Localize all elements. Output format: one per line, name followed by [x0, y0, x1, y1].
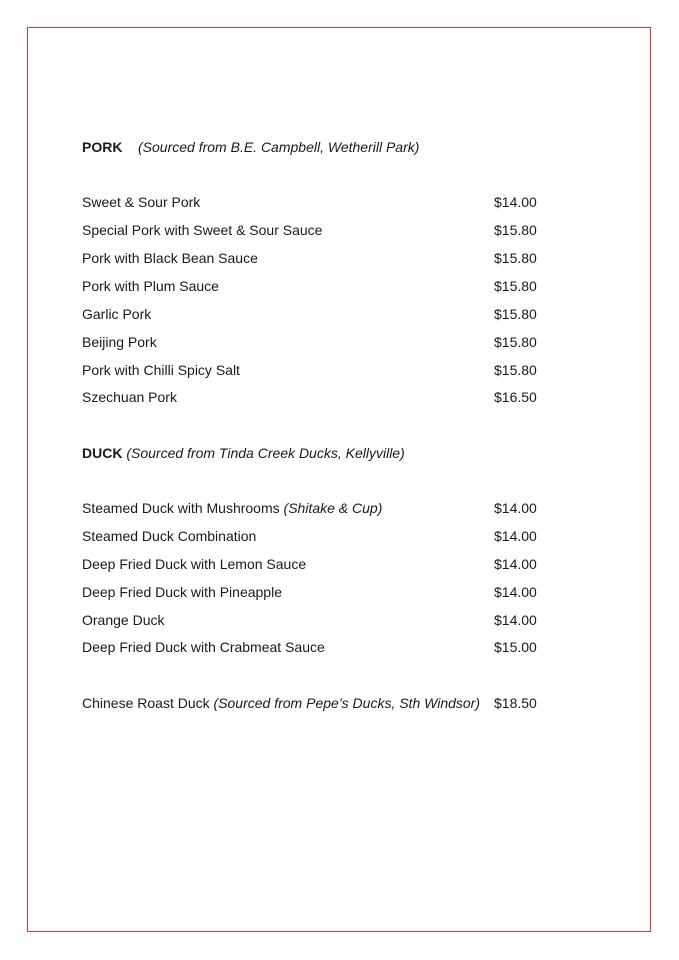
menu-item: [82, 554, 552, 574]
menu-item-price: $18.50: [494, 695, 537, 711]
menu-item: [82, 610, 552, 630]
menu-item-name: Orange Duck: [82, 612, 165, 628]
page-border: [27, 27, 651, 932]
menu-item-note: (Shitake & Cup): [283, 500, 383, 516]
menu-item-price: $15.80: [494, 250, 537, 266]
duck-heading: [82, 443, 405, 463]
menu-item: [82, 637, 552, 657]
menu-item-name: Sweet & Sour Pork: [82, 194, 201, 210]
menu-item: [82, 276, 552, 296]
menu-item: [82, 332, 552, 352]
menu-item-price: $14.00: [494, 500, 537, 516]
menu-item-price: $15.80: [494, 334, 537, 350]
menu-item: [82, 387, 552, 407]
pork-heading: [82, 137, 419, 157]
menu-item: [82, 526, 552, 546]
menu-item-price: $14.00: [494, 194, 537, 210]
menu-item-name: Deep Fried Duck with Lemon Sauce: [82, 556, 307, 572]
menu-item-name: Szechuan Pork: [82, 389, 177, 405]
menu-item-note: (Sourced from Pepe’s Ducks, Sth Windsor): [213, 695, 481, 711]
menu-item-name-text: Chinese Roast Duck: [82, 695, 210, 711]
duck-source-note: (Sourced from Tinda Creek Ducks, Kellyville): [126, 445, 405, 461]
menu-item-price: $15.80: [494, 306, 537, 322]
menu-item-name: Special Pork with Sweet & Sour Sauce: [82, 222, 323, 238]
menu-item-name: Pork with Black Bean Sauce: [82, 250, 258, 266]
menu-item-price: $15.80: [494, 278, 537, 294]
menu-item-name: Garlic Pork: [82, 306, 152, 322]
menu-item-name: [82, 498, 382, 518]
menu-item-name: Pork with Chilli Spicy Salt: [82, 362, 240, 378]
menu-item-name-text: Steamed Duck with Mushrooms: [82, 500, 280, 516]
menu-item-price: $15.80: [494, 362, 537, 378]
menu-item-price: $15.80: [494, 222, 537, 238]
menu-item-name: Beijing Pork: [82, 334, 157, 350]
pork-source-note: (Sourced from B.E. Campbell, Wetherill Park): [138, 139, 420, 155]
menu-item-roast-duck: [82, 693, 552, 713]
menu-item-price: $14.00: [494, 528, 537, 544]
menu-item-price: $16.50: [494, 389, 537, 405]
menu-item-name: Steamed Duck Combination: [82, 528, 257, 544]
menu-item-price: $14.00: [494, 556, 537, 572]
menu-item-price: $14.00: [494, 584, 537, 600]
menu-item: [82, 360, 552, 380]
menu-item: [82, 220, 552, 240]
menu-item: [82, 192, 552, 212]
menu-item: [82, 248, 552, 268]
menu-item-name: Deep Fried Duck with Crabmeat Sauce: [82, 639, 325, 655]
pork-heading-title: PORK: [82, 139, 123, 155]
duck-heading-title: DUCK: [82, 445, 123, 461]
menu-item: [82, 582, 552, 602]
menu-item-name: [82, 693, 480, 713]
menu-item-price: $14.00: [494, 612, 537, 628]
menu-item: [82, 304, 552, 324]
menu-item: [82, 498, 552, 518]
menu-item-name: Deep Fried Duck with Pineapple: [82, 584, 282, 600]
menu-item-name: Pork with Plum Sauce: [82, 278, 219, 294]
menu-item-price: $15.00: [494, 639, 537, 655]
